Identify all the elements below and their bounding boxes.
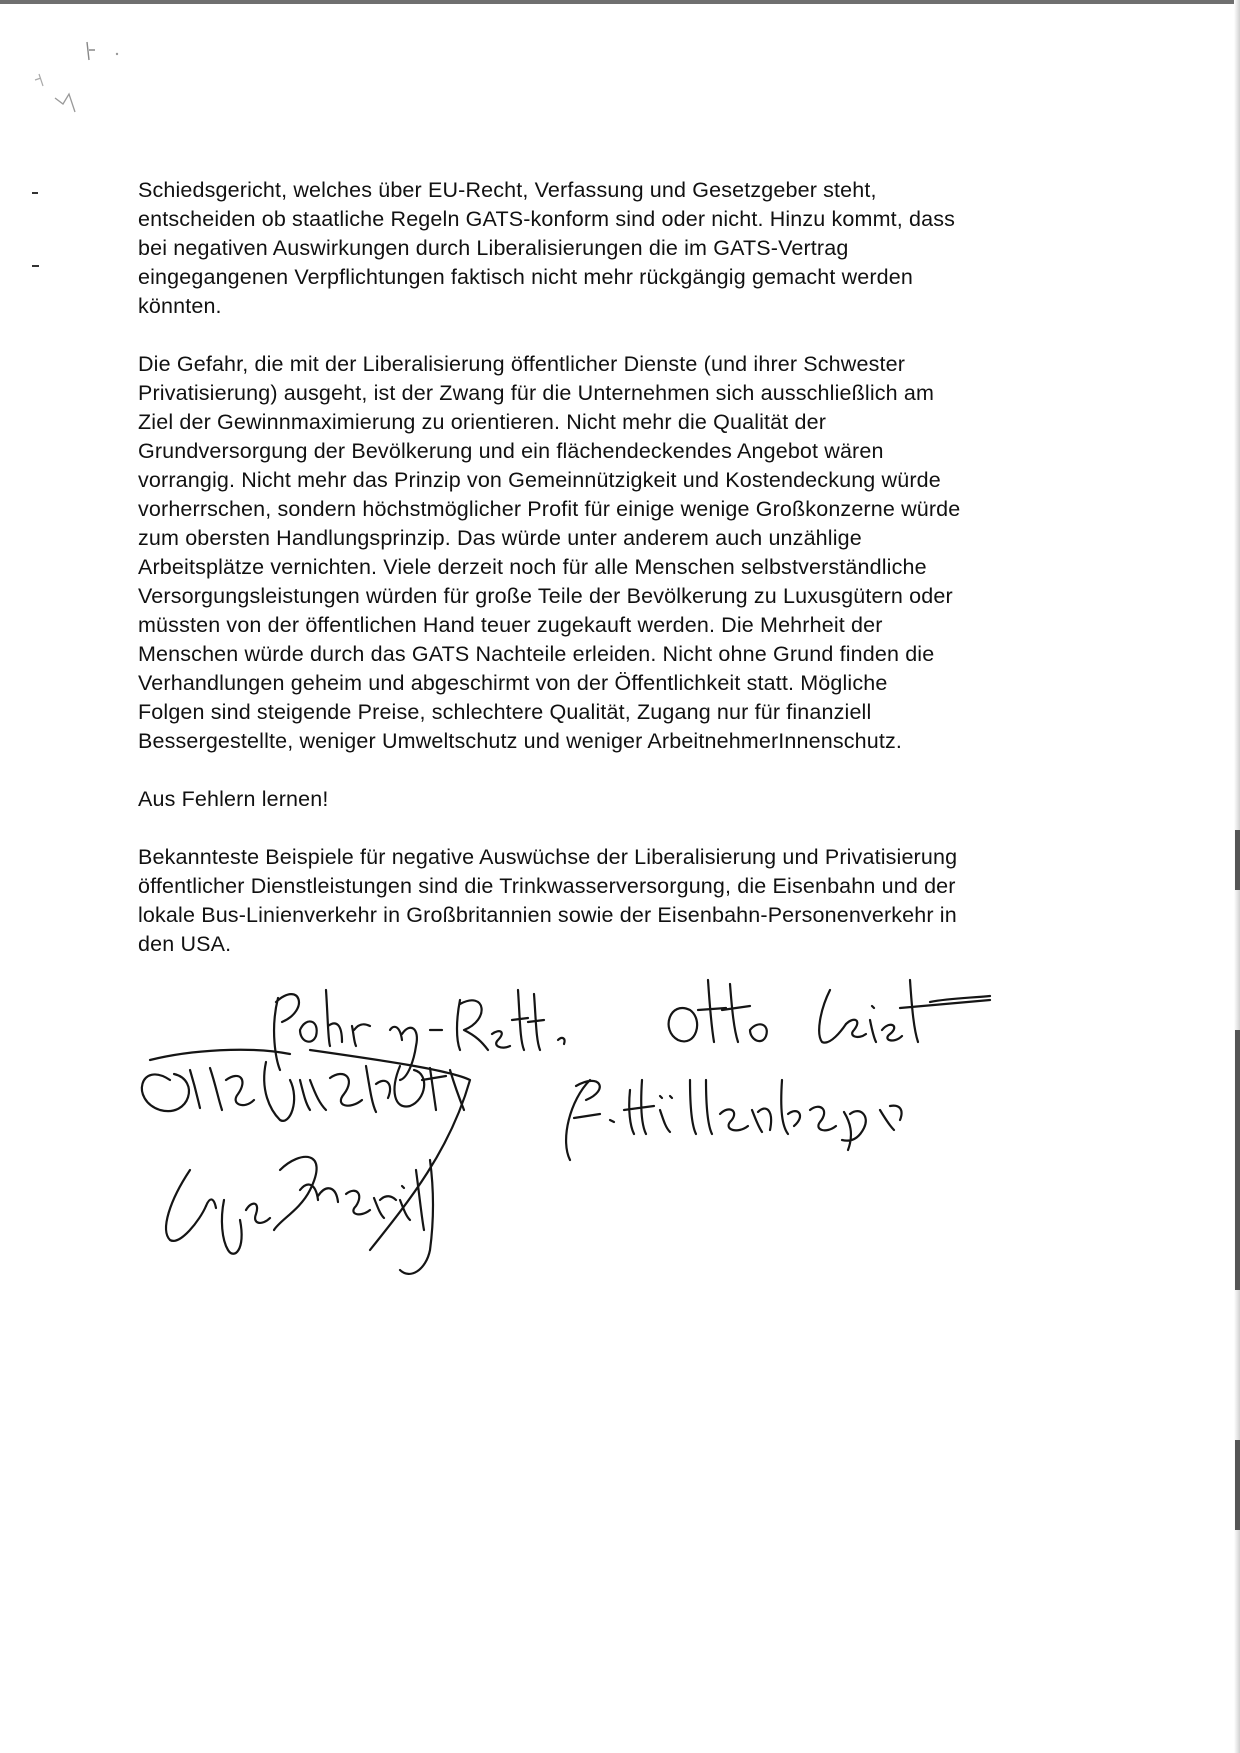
text-line: Bessergestellte, weniger Umweltschutz und weniger ArbeitnehmerInnenschutz.	[138, 729, 902, 753]
text-line: bei negativen Auswirkungen durch Liberalisierungen die im GATS-Vertrag	[138, 236, 849, 260]
margin-mark	[32, 192, 38, 194]
text-line: Aus Fehlern lernen!	[138, 787, 329, 811]
text-line: eingegangenen Verpflichtungen faktisch nicht mehr rückgängig gemacht werden	[138, 265, 913, 289]
paragraph-heading-learn	[138, 785, 1098, 814]
text-line: Arbeitsplätze vernichten. Viele derzeit noch für alle Menschen selbstverständliche	[138, 555, 927, 579]
scan-edge-top	[0, 0, 1240, 4]
text-line: Grundversorgung der Bevölkerung und ein flächendeckendes Angebot wären	[138, 439, 884, 463]
text-line: Bekannteste Beispiele für negative Auswüchse der Liberalisierung und Privatisierung	[138, 845, 958, 869]
text-line: könnten.	[138, 294, 222, 318]
letter-body	[138, 176, 1098, 988]
signature-block	[130, 950, 1110, 1310]
text-line: Die Gefahr, die mit der Liberalisierung öffentlicher Dienste (und ihrer Schwester	[138, 352, 906, 376]
paragraph-danger	[138, 350, 1098, 756]
text-line: müssten von der öffentlichen Hand teuer zugekauft werden. Die Mehrheit der	[138, 613, 883, 637]
text-line: Versorgungsleistungen würden für große Teile der Bevölkerung zu Luxusgütern oder	[138, 584, 953, 608]
handwritten-corner-marks	[25, 20, 135, 130]
text-line: vorrangig. Nicht mehr das Prinzip von Gemeinnützigkeit und Kostendeckung würde	[138, 468, 941, 492]
scan-edge-shadow	[1235, 1440, 1240, 1530]
text-line: Menschen würde durch das GATS Nachteile erleiden. Nicht ohne Grund finden die	[138, 642, 935, 666]
signature-morsch	[166, 1157, 433, 1274]
text-line: Privatisierung) ausgeht, ist der Zwang für die Unternehmen sich ausschließlich am	[138, 381, 935, 405]
paragraph-examples	[138, 843, 1098, 959]
signature-grunbauer	[142, 1050, 470, 1250]
text-line: entscheiden ob staatliche Regeln GATS-konform sind oder nicht. Hinzu kommt, dass	[138, 207, 956, 231]
text-line: zum obersten Handlungsprinzip. Das würde unter anderem auch unzählige	[138, 526, 862, 550]
signature-otto-leist	[669, 980, 990, 1043]
margin-mark	[32, 265, 39, 267]
text-line: lokale Bus-Linienverkehr in Großbritannien sowie der Eisenbahn-Personenverkehr in	[138, 903, 957, 927]
text-line: Schiedsgericht, welches über EU-Recht, Verfassung und Gesetzgeber steht,	[138, 178, 877, 202]
text-line: den USA.	[138, 932, 232, 956]
scan-edge-shadow	[1235, 1030, 1240, 1290]
text-line: Verhandlungen geheim und abgeschirmt von der Öffentlichkeit statt. Mögliche	[138, 671, 888, 695]
signature-rett	[430, 990, 565, 1050]
text-line: vorherrschen, sondern höchstmöglicher Profit für einige wenige Großkonzerne würde	[138, 497, 961, 521]
signature-huellenberger	[566, 1080, 901, 1160]
text-line: Folgen sind steigende Preise, schlechtere Qualität, Zugang nur für finanziell	[138, 700, 872, 724]
paragraph-arbitration	[138, 176, 1098, 321]
signature-pohr	[274, 990, 417, 1080]
text-line: Ziel der Gewinnmaximierung zu orientieren. Nicht mehr die Qualität der	[138, 410, 827, 434]
scan-edge-shadow	[1235, 830, 1240, 890]
text-line: öffentlicher Dienstleistungen sind die Trinkwasserversorgung, die Eisenbahn und der	[138, 874, 956, 898]
